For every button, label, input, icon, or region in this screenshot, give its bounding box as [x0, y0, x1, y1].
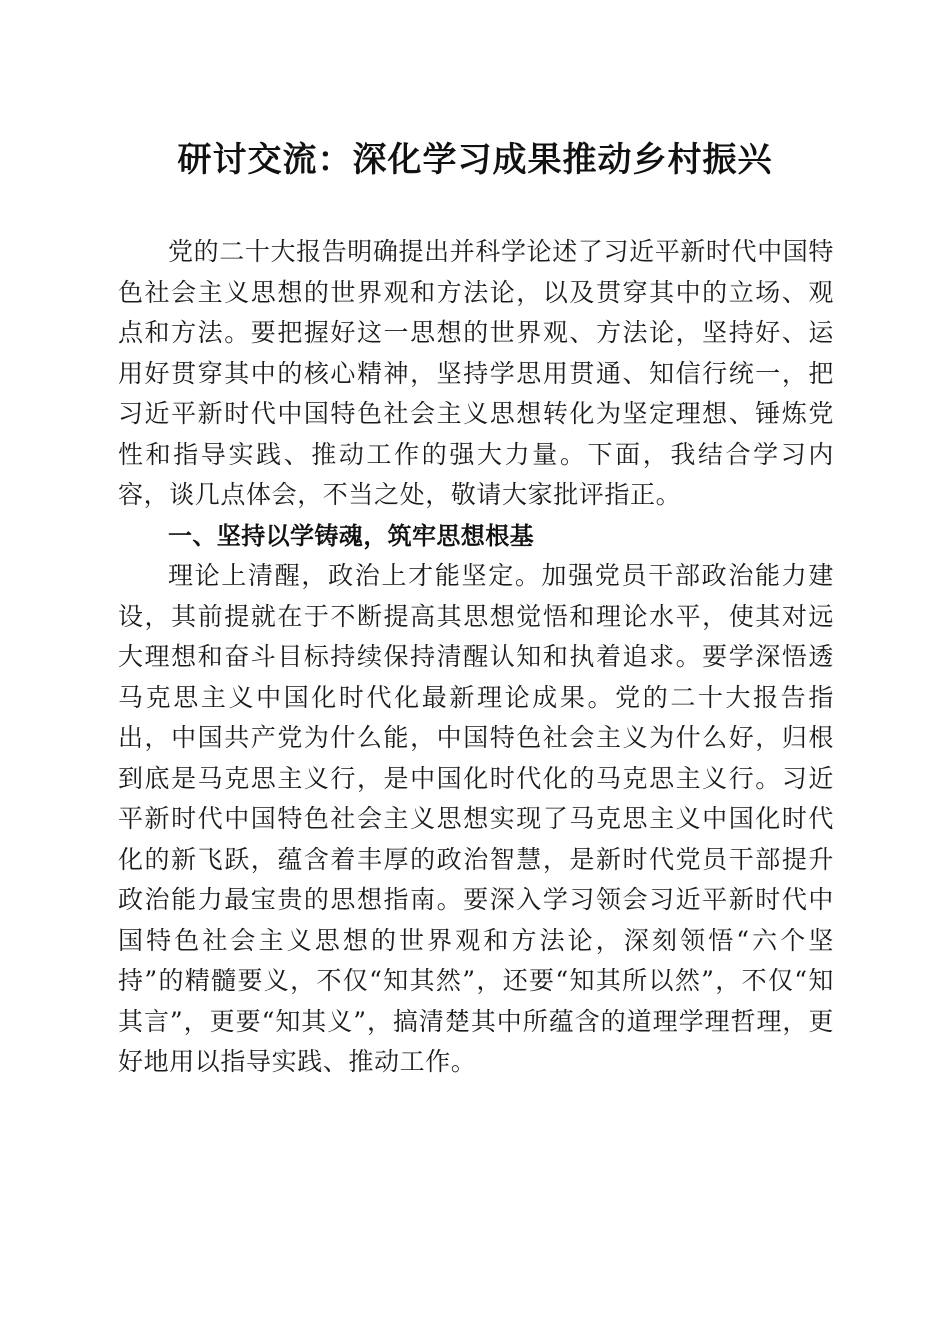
- document-body: [118, 232, 834, 1083]
- section-paragraph: 理论上清醒，政治上才能坚定。加强党员干部政治能力建设，其前提就在于不断提高其思想觉悟和理论水平，使其对远大理想和奋斗目标持续保持清醒认知和执着追求。要学深悟透马克思主义中国化时代化最新理论成果。党的二十大报告指出，中国共产党为什么能，中国特色社会主义为什么好，归根到底是马克思主义行，是中国化时代化的马克思主义行。习近平新时代中国特色社会主义思想实现了马克思主义中国化时代化的新飞跃，蕴含着丰厚的政治智慧，是新时代党员干部提升政治能力最宝贵的思想指南。要深入学习领会习近平新时代中国特色社会主义思想的世界观和方法论，深刻领悟“六个坚持”的精髓要义，不仅“知其然”，还要“知其所以然”，不仅“知其言”，更要“知其义”，搞清楚其中所蕴含的道理学理哲理，更好地用以指导实践、推动工作。: [118, 561, 834, 1076]
- intro-paragraph: 党的二十大报告明确提出并科学论述了习近平新时代中国特色社会主义思想的世界观和方法论，以及贯穿其中的立场、观点和方法。要把握好这一思想的世界观、方法论，坚持好、运用好贯穿其中的核心精神，坚持学思用贯通、知信行统一，把习近平新时代中国特色社会主义思想转化为坚定理想、锤炼党性和指导实践、推动工作的强大力量。下面，我结合学习内容，谈几点体会，不当之处，敬请大家批评指正。: [118, 237, 834, 509]
- section-heading: 一、坚持以学铸魂，筑牢思想根基: [168, 521, 534, 550]
- document-title: 研讨交流：深化学习成果推动乡村振兴: [177, 140, 773, 180]
